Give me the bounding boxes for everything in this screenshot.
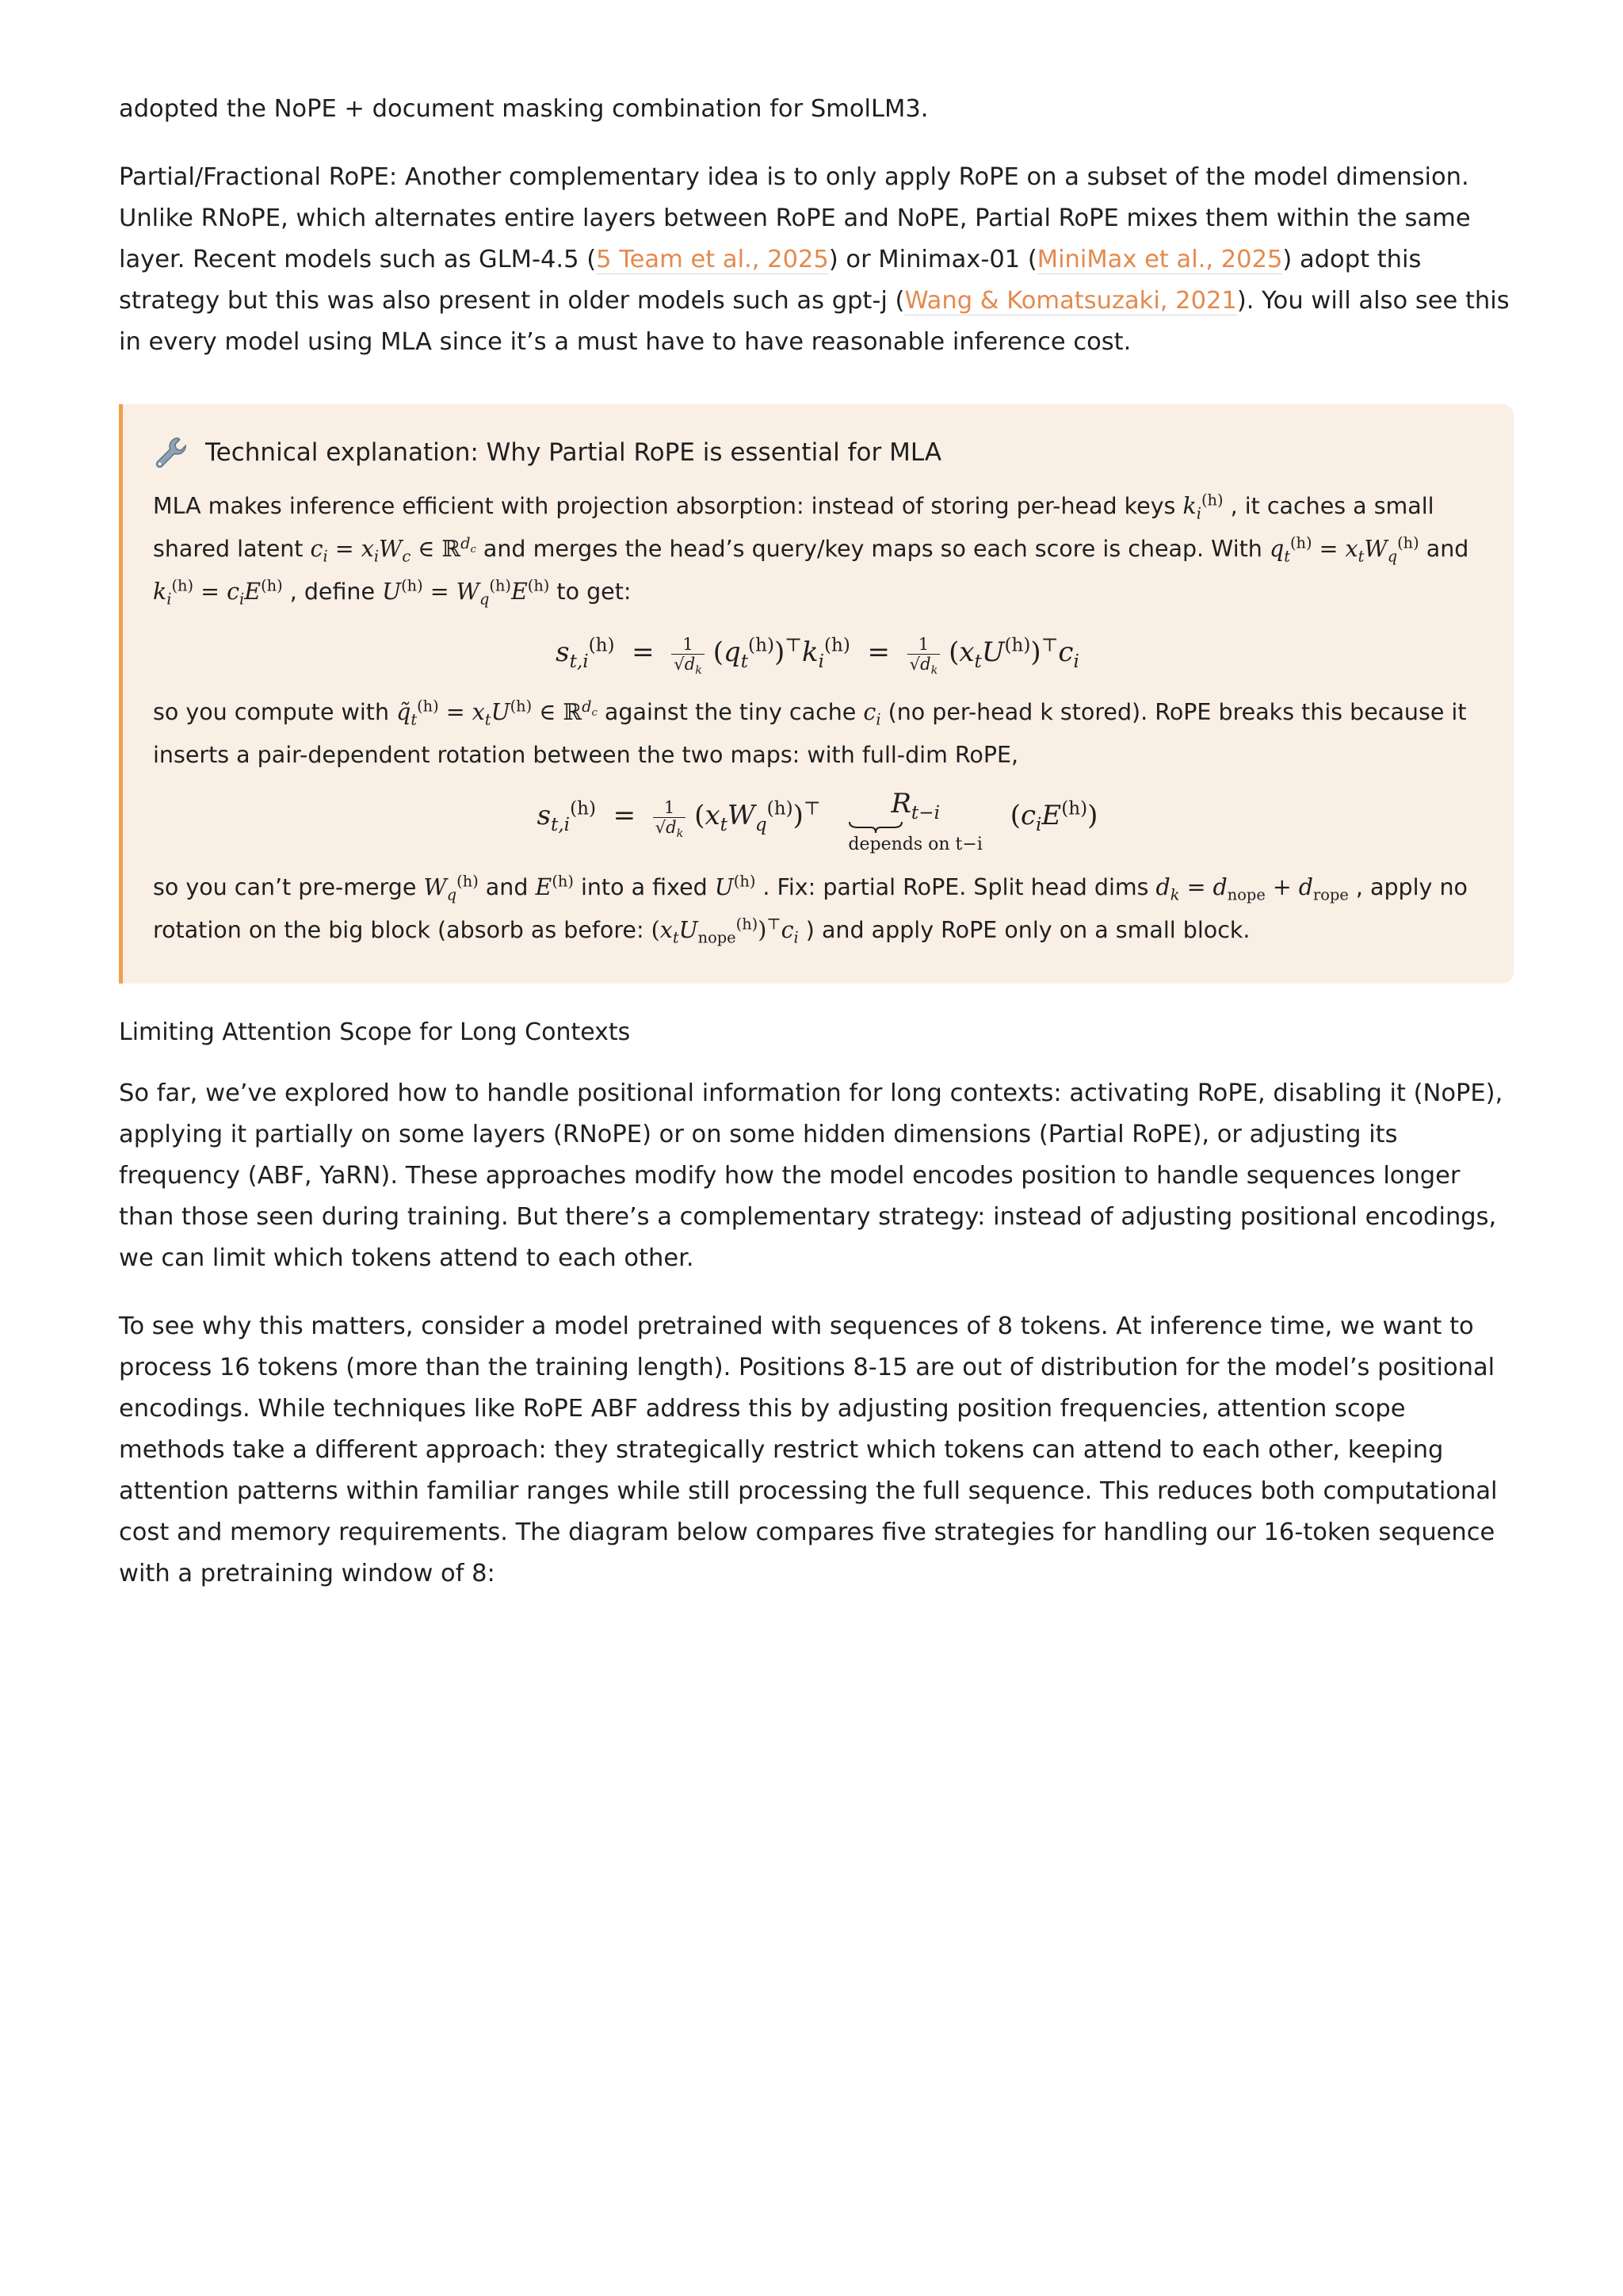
article-body [119, 89, 1514, 1595]
text-segment: and [1419, 536, 1469, 562]
callout-title: Technical explanation: Why Partial RoPE is essential for MLA [205, 438, 942, 467]
math-inline: $c_i$ [863, 699, 881, 729]
math-inline: $U^{(h)}$ [714, 872, 756, 901]
technical-callout [119, 404, 1514, 984]
text-segment: MLA makes inference efficient with projection absorption: instead of storing per-head keys [153, 493, 1183, 519]
paragraph-partial-rope [119, 157, 1514, 363]
math-inline: $k_i^{(h)}$ [1182, 491, 1224, 523]
underbrace-label: depends on t−i [848, 834, 983, 854]
paragraph-why-matters: To see why this matters, consider a model pretrained with sequences of 8 tokens. At inference time, we want to process 16 tokens (more than the training length). Positions 8-15 are out of distribution for the model’s positional encodings. While techniques like RoPE ABF address this by adjusting position frequencies, attention scope methods take a different approach: they strategically restrict which tokens can attend to each other, keeping attention patterns within familiar ranges while still processing the full sequence. This reduces both computational cost and memory requirements. The diagram below compares five strategies for handling our 16-token sequence with a pretraining window of 8: [119, 1312, 1498, 1588]
math-inline: $(x_tU_{nope}^{(h)})^⊤c_i$ [651, 915, 799, 947]
text-segment: into a fixed [573, 874, 715, 901]
text-segment: , define [282, 579, 383, 605]
math-inline: $E^{(h)}$ [535, 872, 574, 901]
callout-paragraph-1 [153, 485, 1482, 613]
text-segment: ) adopt this strategy but this was also present in older models such as gpt-j ( [119, 246, 1422, 315]
text-segment: so you compute with [153, 699, 397, 725]
math-inline: $c_i = x_iW_c$ ∈ ℝ$^{d_c}$ [310, 533, 476, 566]
text-segment: Partial/Fractional RoPE: Another complementary idea is to only apply RoPE on a subset of the model dimension. Unlike RNoPE, which alternates entire layers between RoPE and NoPE, Partial RoPE mixes them within the same layer. Recent models such as GLM-4.5 ( [119, 163, 1471, 273]
math-inline: $W_q^{(h)}$ [423, 872, 479, 904]
underbrace-rotation: $R_{t-i}$ depends on t−i [848, 788, 983, 854]
equation-rope-score: $s_{t,i}^{(h)}$ = $\frac{1}{√d_k}$ $(x_tW_q^{(h)})^⊤$ $R_{t-i}$ depends on t−i $(c_iE^{(h)})$ [537, 788, 1098, 854]
math-inline: $U^{(h)} = W_q^{(h)}E^{(h)}$ [382, 576, 550, 609]
callout-paragraph-2 [153, 691, 1482, 777]
citation-link-gptj[interactable]: Wang & Komatsuzaki, 2021 [904, 287, 1237, 315]
paragraph-smollm3: adopted the NoPE + document masking combination for SmolLM3. [119, 95, 929, 123]
text-segment: against the tiny cache [597, 699, 864, 725]
math-inline: $q_t^{(h)} = x_tW_q^{(h)}$ [1269, 533, 1419, 566]
wrench-icon [153, 434, 189, 471]
text-segment: (no per-head k stored). RoPE breaks this because it inserts a pair-dependent rotation between the two maps: with full-dim RoPE, [153, 699, 1467, 768]
callout-paragraph-3 [153, 866, 1482, 952]
text-segment: , it caches a small shared latent [153, 493, 1434, 562]
text-segment: ). You will also see this in every model using MLA since it’s a must have to have reasonable inference cost. [119, 287, 1510, 356]
text-segment: ) and apply RoPE only on a small block. [798, 917, 1251, 944]
text-segment: so you can’t pre-merge [153, 874, 424, 901]
math-inline: $q̃_t^{(h)} = x_tU^{(h)}$ ∈ ℝ$^{d_c}$ [396, 697, 598, 729]
text-segment: , apply no rotation on the big block (absorb as before: [153, 874, 1468, 944]
math-inline: $d_k = d_{nope} + d_{rope}$ [1155, 874, 1349, 904]
text-segment: to get: [549, 579, 632, 605]
paragraph-attention-scope: So far, we’ve explored how to handle positional information for long contexts: activating RoPE, disabling it (NoPE), applying it partially on some layers (RNoPE) or on some hidden dimensions (Partial RoPE), or adjusting its frequency (ABF, YaRN). These approaches modify how the model encodes position to handle sequences longer than those seen during training. But there’s a complementary strategy: instead of adjusting positional encodings, we can limit which tokens attend to each other. [119, 1079, 1503, 1273]
math-inline: $k_i^{(h)} = c_iE^{(h)}$ [153, 576, 283, 609]
text-segment: . Fix: partial RoPE. Split head dims [755, 874, 1156, 901]
callout-header [153, 434, 1482, 471]
underbrace-icon [848, 820, 903, 835]
section-heading: Limiting Attention Scope for Long Contexts [119, 1018, 631, 1047]
citation-link-glm[interactable]: 5 Team et al., 2025 [596, 246, 829, 273]
citation-link-minimax[interactable]: MiniMax et al., 2025 [1037, 246, 1283, 273]
equation-absorbed-score: $s_{t,i}^{(h)}$ = $\frac{1}{√d_k}$ $(q_t^{(h)})^⊤k_i^{(h)}$ = $\frac{1}{√d_k}$ $(x_tU^{(h)})^⊤c_i$ [556, 634, 1079, 677]
text-segment: and merges the head’s query/key maps so each score is cheap. With [475, 536, 1270, 562]
text-segment: ) or Minimax-01 ( [828, 246, 1037, 273]
text-segment: and [478, 874, 536, 901]
